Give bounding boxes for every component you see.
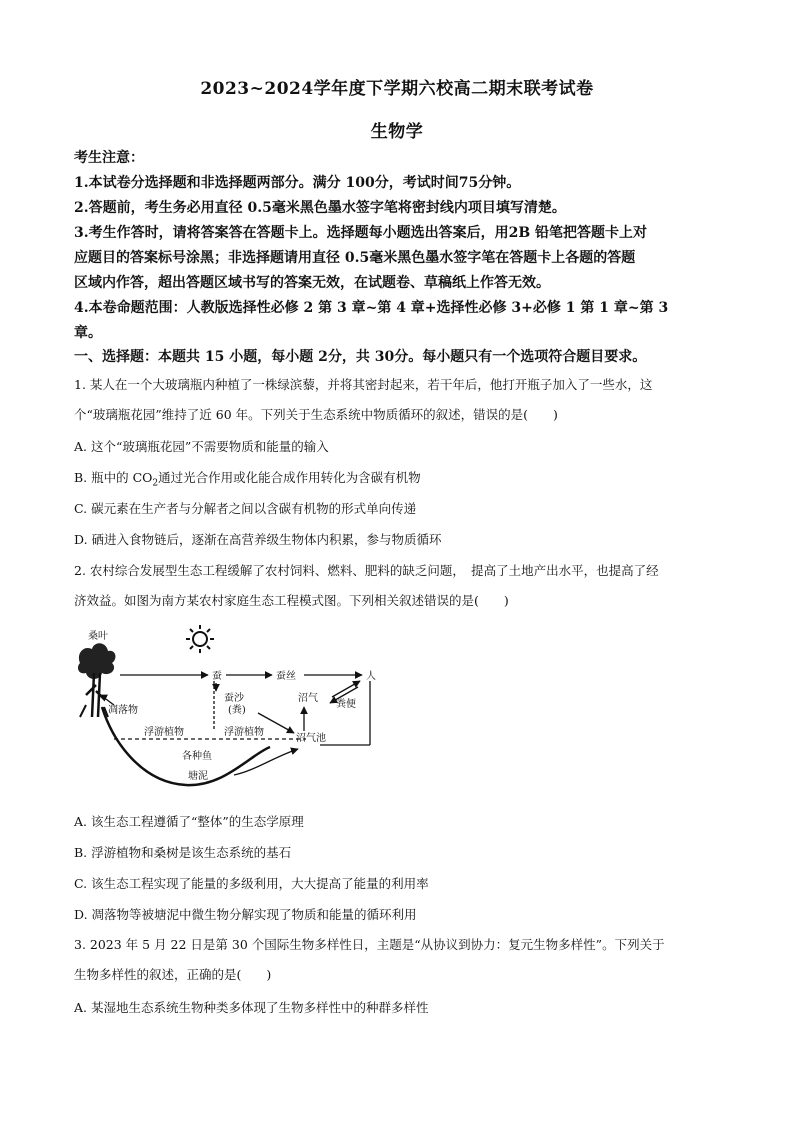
notice-item: 章。 xyxy=(74,325,102,341)
label-cansi: 蚕丝 xyxy=(276,671,296,682)
label-tangni: 塘泥 xyxy=(188,771,208,782)
label-fenbian: 粪便 xyxy=(336,699,356,710)
label-zhaoqichi: 沼气池 xyxy=(296,733,326,744)
question-2-option-b: B. 浮游植物和桑树是该生态系统的基石 xyxy=(74,845,292,860)
question-1-option-a: A. 这个“玻璃瓶花园”不需要物质和能量的输入 xyxy=(74,439,329,454)
label-ren: 人 xyxy=(366,671,376,682)
notice-item: 应题目的答案标号涂黑；非选择题请用直径 0.5毫米黑色墨水签字笔在答题卡上各题的答题 xyxy=(74,250,636,266)
notice-heading: 考生注意： xyxy=(74,150,144,166)
question-1-option-c: C. 碳元素在生产者与分解者之间以含碳有机物的形式单向传递 xyxy=(74,501,417,516)
question-2-option-c: C. 该生态工程实现了能量的多级利用，大大提高了能量的利用率 xyxy=(74,876,429,891)
label-fuyou-2: 浮游植物 xyxy=(224,727,264,738)
question-1-option-d: D. 硒进入食物链后，逐渐在高营养级生物体内积累，参与物质循环 xyxy=(74,532,442,547)
question-1-stem-line1: 1. 某人在一个大玻璃瓶内种植了一株绿滨藜，并将其密封起来，若干年后，他打开瓶子加入了一些水，这 xyxy=(74,377,653,392)
notice-item: 2.答题前，考生务必用直径 0.5毫米黑色墨水签字笔将密封线内项目填写清楚。 xyxy=(74,200,566,216)
label-can: 蚕 xyxy=(212,671,222,682)
label-sangye: 桑叶 xyxy=(88,631,108,642)
label-diaoluowu: 凋落物 xyxy=(108,705,138,716)
question-2-stem-line2: 济效益。如图为南方某农村家庭生态工程模式图。下列相关叙述错误的是( ) xyxy=(74,593,509,608)
question-3-option-a: A. 某湿地生态系统生物种类多体现了生物多样性中的种群多样性 xyxy=(74,1000,429,1015)
question-1-stem-line2: 个“玻璃瓶花园”维持了近 60 年。下列关于生态系统中物质循环的叙述，错误的是( ) xyxy=(74,407,558,422)
label-canshafen: 蚕沙 xyxy=(224,693,244,704)
label-fen: (粪) xyxy=(228,705,246,716)
label-yu: 各种鱼 xyxy=(182,751,212,762)
label-zhaoqi: 沼气 xyxy=(298,693,318,704)
question-3-stem-line2: 生物多样性的叙述，正确的是( ) xyxy=(74,967,272,982)
section-heading: 一、选择题：本题共 15 小题，每小题 2分，共 30分。每小题只有一个选项符合题目要求。 xyxy=(74,349,647,365)
ecology-engineering-diagram xyxy=(74,625,394,790)
question-3-stem-line1: 3. 2023 年 5 月 22 日是第 30 个国际生物多样性日，主题是“从协议到协力：复元生物多样性”。下列关于 xyxy=(74,937,665,952)
exam-title: 2023~2024学年度下学期六校高二期末联考试卷 xyxy=(200,79,594,99)
notice-item: 1.本试卷分选择题和非选择题两部分。满分 100分，考试时间75分钟。 xyxy=(74,175,521,191)
notice-item: 3.考生作答时，请将答案答在答题卡上。选择题每小题选出答案后，用2B 铅笔把答题卡上对 xyxy=(74,225,648,241)
question-1-option-b: B. 瓶中的 $CO_2$通过光合作用或化能合成作用转化为含碳有机物 xyxy=(74,470,421,489)
notice-item: 4.本卷命题范围：人教版选择性必修 2 第 3 章~第 4 章+选择性必修 3+必修 1 第 1 章~第 3 xyxy=(74,300,669,316)
subject-title: 生物学 xyxy=(370,122,424,142)
question-2-stem-line1: 2. 农村综合发展型生态工程缓解了农村饲料、燃料、肥料的缺乏问题， 提高了土地产出水平，也提高了经 xyxy=(74,563,659,578)
question-2-option-d: D. 凋落物等被塘泥中微生物分解实现了物质和能量的循环利用 xyxy=(74,907,417,922)
label-fuyou-1: 浮游植物 xyxy=(144,727,184,738)
notice-item: 区域内作答，超出答题区域书写的答案无效，在试题卷、草稿纸上作答无效。 xyxy=(74,275,550,291)
question-2-option-a: A. 该生态工程遵循了“整体”的生态学原理 xyxy=(74,814,304,829)
sun-icon xyxy=(186,625,214,653)
